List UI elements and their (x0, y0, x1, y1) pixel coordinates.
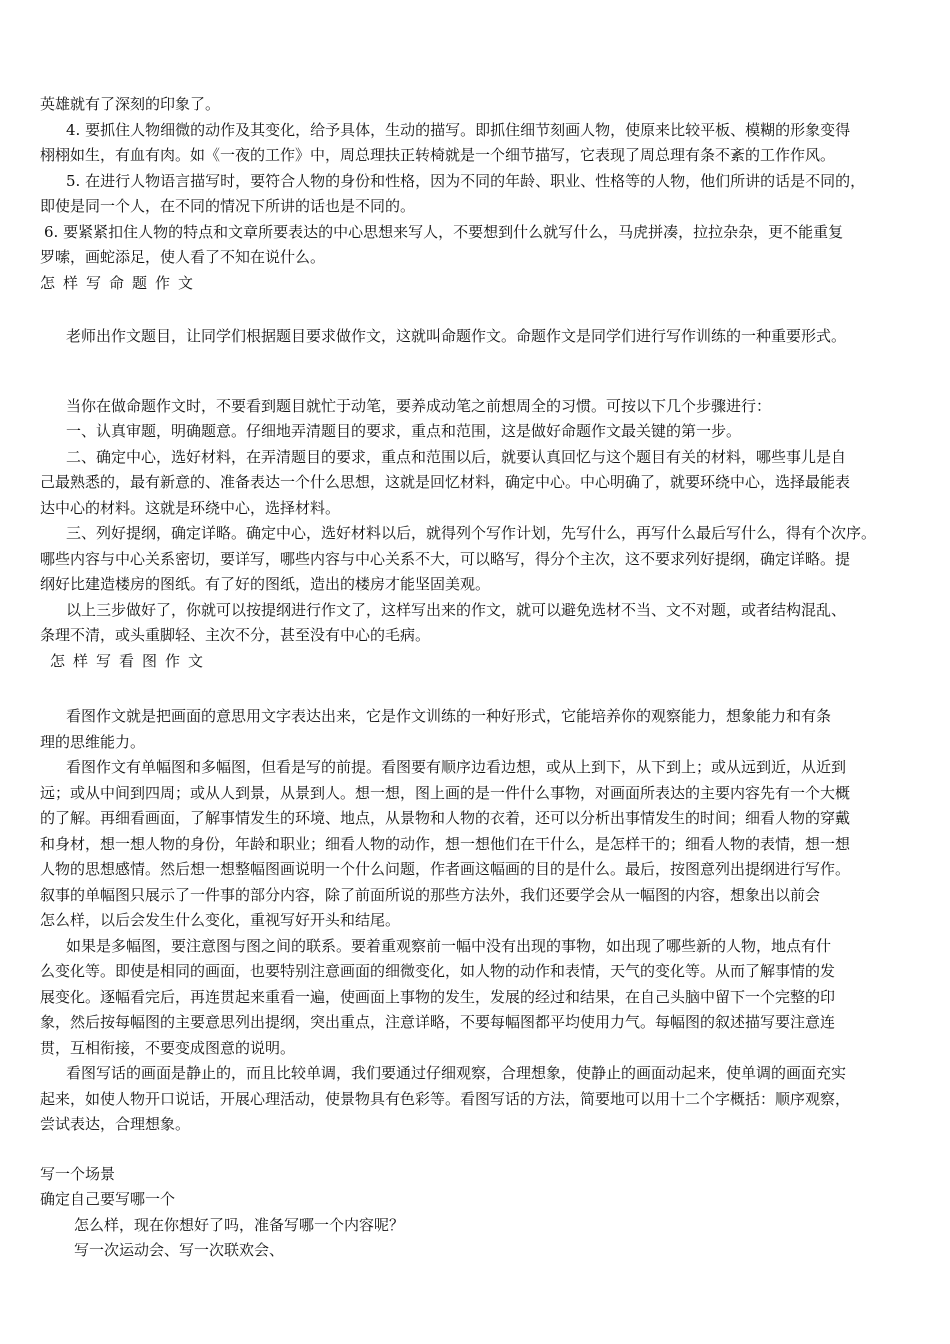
section-character-writing (40, 92, 920, 271)
paragraph-line: 条理不清，或头重脚轻、主次不分，甚至没有中心的毛病。 (40, 626, 431, 644)
paragraph-line: 展变化。逐幅看完后，再连贯起来重看一遍，使画面上事物的发生，发展的经过和结果，在自己头脑中留下一个完整的印 (40, 987, 836, 1006)
section-title: 写一个场景 (40, 1164, 116, 1183)
paragraph-line: 罗嗦，画蛇添足，使人看了不知在说什么。 (40, 248, 326, 266)
paragraph-line: 达中心的材料。这就是环绕中心，选择材料。 (40, 498, 341, 517)
paragraph-line: 栩栩如生，有血有肉。如《一夜的工作》中，周总理扶正转椅就是一个细节描写，它表现了周总理有条不紊的工作作风。 (40, 146, 836, 164)
paragraph-line: 怎么样，以后会发生什么变化，重视写好开头和结尾。 (40, 911, 401, 929)
paragraph-line: 人物的思想感情。然后想一想整幅图画说明一个什么问题，作者画这幅画的目的是什么。最后，按图意列出提纲进行写作。 (40, 860, 851, 878)
paragraph-line: 4. 要抓住人物细微的动作及其变化，给予具体，生动的描写。即抓住细节刻画人物，使原来比较平板、模糊的形象变得 (66, 120, 851, 139)
paragraph-line: 哪些内容与中心关系密切，要详写，哪些内容与中心关系不大，可以略写，得分个主次，这不要求列好提纲，确定详略。提 (40, 549, 851, 568)
paragraph-line: 看图作文就是把画面的意思用文字表达出来，它是作文训练的一种好形式，它能培养你的观察能力，想象能力和有条 (66, 707, 832, 725)
paragraph-line: 当你在做命题作文时，不要看到题目就忙于动笔，要养成动笔之前想周全的习惯。可按以下几个步骤进行： (66, 396, 772, 415)
paragraph-line: 如果是多幅图，要注意图与图之间的联系。要着重观察前一幅中没有出现的事物，如出现了哪些新的人物，地点有什 (66, 936, 832, 955)
paragraph-line: 己最熟悉的，最有新意的、准备表达一个什么思想，这就是回忆材料，确定中心。中心明确了，就要环绕中心，选择最能表 (40, 473, 851, 491)
paragraph-line: 看图作文有单幅图和多幅图，但看是写的前提。看图要有顺序边看边想，或从上到下，从下到上；或从远到近，从近到 (66, 758, 847, 776)
paragraph-line: 英雄就有了深刻的印象了。 (40, 95, 221, 113)
paragraph-line: 三、列好提纲，确定详略。确定中心，选好材料以后，就得列个写作计划，先写什么，再写什么最后写什么，得有个次序。 (66, 524, 877, 542)
paragraph-line: 老师出作文题目，让同学们根据题目要求做作文，这就叫命题作文。命题作文是同学们进行写作训练的一种重要形式。 (66, 327, 847, 345)
section-heading-picture-essay: 怎样写看图作文 (50, 651, 212, 670)
section-scene-writing (40, 1162, 920, 1264)
section-topic-essay (40, 324, 920, 649)
paragraph-line: 理的思维能力。 (40, 732, 146, 751)
paragraph-line: 怎么样，现在你想好了吗，准备写哪一个内容呢？ (74, 1215, 405, 1234)
paragraph-line: 么变化等。即使是相同的画面，也要特别注意画面的细微变化，如人物的动作和表情，天气的变化等。从而了解事情的发 (40, 962, 836, 980)
paragraph-line: 起来，如使人物开口说话，开展心理活动，使景物具有色彩等。看图写话的方法，简要地可以用十二个字概括：顺序观察， (40, 1089, 851, 1108)
paragraph-line: 远；或从中间到四周；或从人到景，从景到人。想一想，图上画的是一件什么事物，对画面所表达的主要内容先有一个大概 (40, 783, 851, 802)
paragraph-line: 的了解。再细看画面，了解事情发生的环境、地点，从景物和人物的衣着，还可以分析出事情发生的时间；细看人物的穿戴 (40, 809, 851, 827)
document-page (40, 92, 920, 1264)
section-subtitle: 确定自己要写哪一个 (40, 1190, 176, 1208)
paragraph-line: 一、认真审题，明确题意。仔细地弄清题目的要求，重点和范围，这是做好命题作文最关键的第一步。 (66, 422, 742, 440)
paragraph-line: 写一次运动会、写一次联欢会、 (74, 1241, 285, 1259)
paragraph-line: 尝试表达，合理想象。 (40, 1115, 191, 1133)
paragraph-line: 5. 在进行人物语言描写时，要符合人物的身份和性格，因为不同的年龄、职业、性格等的人物，他们所讲的话是不同的， (66, 171, 866, 190)
paragraph-line: 象，然后按每幅图的主要意思列出提纲，突出重点，注意详略，不要每幅图都平均使用力气。每幅图的叙述描写要注意连 (40, 1013, 836, 1031)
section-heading-topic-essay: 怎样写命题作文 (40, 273, 202, 292)
paragraph-line: 看图写话的画面是静止的，而且比较单调，我们要通过仔细观察，合理想象，使静止的画面动起来，使单调的画面充实 (66, 1064, 847, 1082)
paragraph-line: 贯，互相衔接，不要变成图意的说明。 (40, 1038, 296, 1057)
paragraph-line: 和身材，想一想人物的身份，年龄和职业；细看人物的动作，想一想他们在干什么，是怎样干的；细看人物的表情，想一想 (40, 834, 851, 853)
paragraph-line: 叙事的单幅图只展示了一件事的部分内容，除了前面所说的那些方法外，我们还要学会从一幅图的内容，想象出以前会 (40, 885, 821, 904)
paragraph-line: 二、确定中心，选好材料，在弄清题目的要求，重点和范围以后，就要认真回忆与这个题目有关的材料，哪些事儿是自 (66, 447, 847, 466)
paragraph-line: 纲好比建造楼房的图纸。有了好的图纸，造出的楼房才能坚固美观。 (40, 575, 491, 593)
paragraph-line: 以上三步做好了，你就可以按提纲进行作文了，这样写出来的作文，就可以避免选材不当、文不对题，或者结构混乱、 (66, 600, 847, 619)
paragraph-line: 6. 要紧紧扣住人物的特点和文章所要表达的中心思想来写人，不要想到什么就写什么，马虎拼凑，拉拉杂杂，更不能重复 (44, 222, 844, 241)
paragraph-line: 即使是同一个人，在不同的情况下所讲的话也是不同的。 (40, 197, 416, 215)
section-picture-essay (40, 704, 920, 1138)
